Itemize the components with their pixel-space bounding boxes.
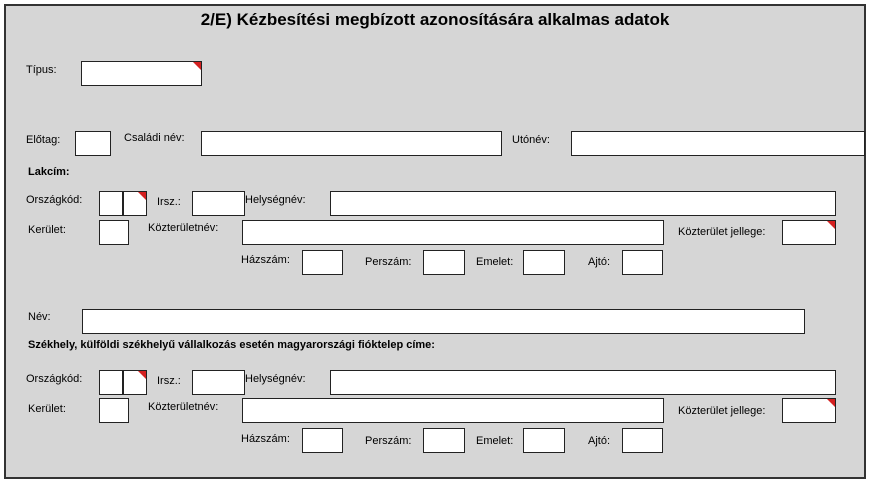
seat-floor-field[interactable] [523,428,565,453]
seat-city-label: Helységnév: [245,373,306,385]
district-field[interactable] [99,220,129,245]
city-field[interactable] [330,191,836,216]
seat-building-label: Perszám: [365,435,412,447]
seat-street-type-select[interactable] [782,398,836,423]
building-label: Perszám: [365,256,412,268]
seat-country-code-divider [122,371,124,394]
country-code-select[interactable] [99,191,147,216]
prefix-label: Előtag: [26,134,61,146]
given-name-label: Utónév: [512,134,550,146]
seat-floor-label: Emelet: [476,435,514,447]
seat-city-field[interactable] [330,370,836,395]
name-field[interactable] [82,309,805,334]
seat-street-name-label: Közterületnév: [148,401,219,413]
door-field[interactable] [622,250,663,275]
postal-code-label: Irsz.: [157,196,181,208]
seat-district-label: Kerület: [28,403,66,415]
seat-country-code-select[interactable] [99,370,147,395]
seat-postal-code-field[interactable] [192,370,245,395]
given-name-field[interactable] [571,131,865,156]
family-name-field[interactable] [201,131,502,156]
floor-field[interactable] [523,250,565,275]
seat-street-type-label: Közterület jellege: [678,405,766,417]
house-number-label: Házszám: [241,254,290,266]
residence-heading: Lakcím: [28,166,70,178]
seat-street-name-field[interactable] [242,398,664,423]
district-label: Kerület: [28,224,66,236]
seat-building-field[interactable] [423,428,465,453]
seat-house-number-label: Házszám: [241,433,290,445]
street-name-label: Közterületnév: [148,222,219,234]
section-title: 2/E) Kézbesítési megbízott azonosítására alkalmas adatok [200,10,670,29]
seat-house-number-field[interactable] [302,428,343,453]
prefix-field[interactable] [75,131,111,156]
street-name-field[interactable] [242,220,664,245]
name-label: Név: [28,311,51,323]
street-type-select[interactable] [782,220,836,245]
type-label: Típus: [26,64,57,76]
family-name-label: Családi név: [124,132,185,144]
floor-label: Emelet: [476,256,514,268]
door-label: Ajtó: [588,256,611,268]
seat-postal-code-label: Irsz.: [157,375,181,387]
city-label: Helységnév: [245,194,306,206]
postal-code-field[interactable] [192,191,245,216]
seat-country-code-label: Országkód: [26,373,83,385]
seat-door-label: Ajtó: [588,435,611,447]
seat-door-field[interactable] [622,428,663,453]
country-code-divider [122,192,124,215]
type-select[interactable] [81,61,202,86]
seat-heading: Székhely, külföldi székhelyű vállalkozás esetén magyarországi fióktelep címe: [28,339,435,351]
seat-district-field[interactable] [99,398,129,423]
street-type-label: Közterület jellege: [678,226,766,238]
country-code-label: Országkód: [26,194,83,206]
house-number-field[interactable] [302,250,343,275]
building-field[interactable] [423,250,465,275]
